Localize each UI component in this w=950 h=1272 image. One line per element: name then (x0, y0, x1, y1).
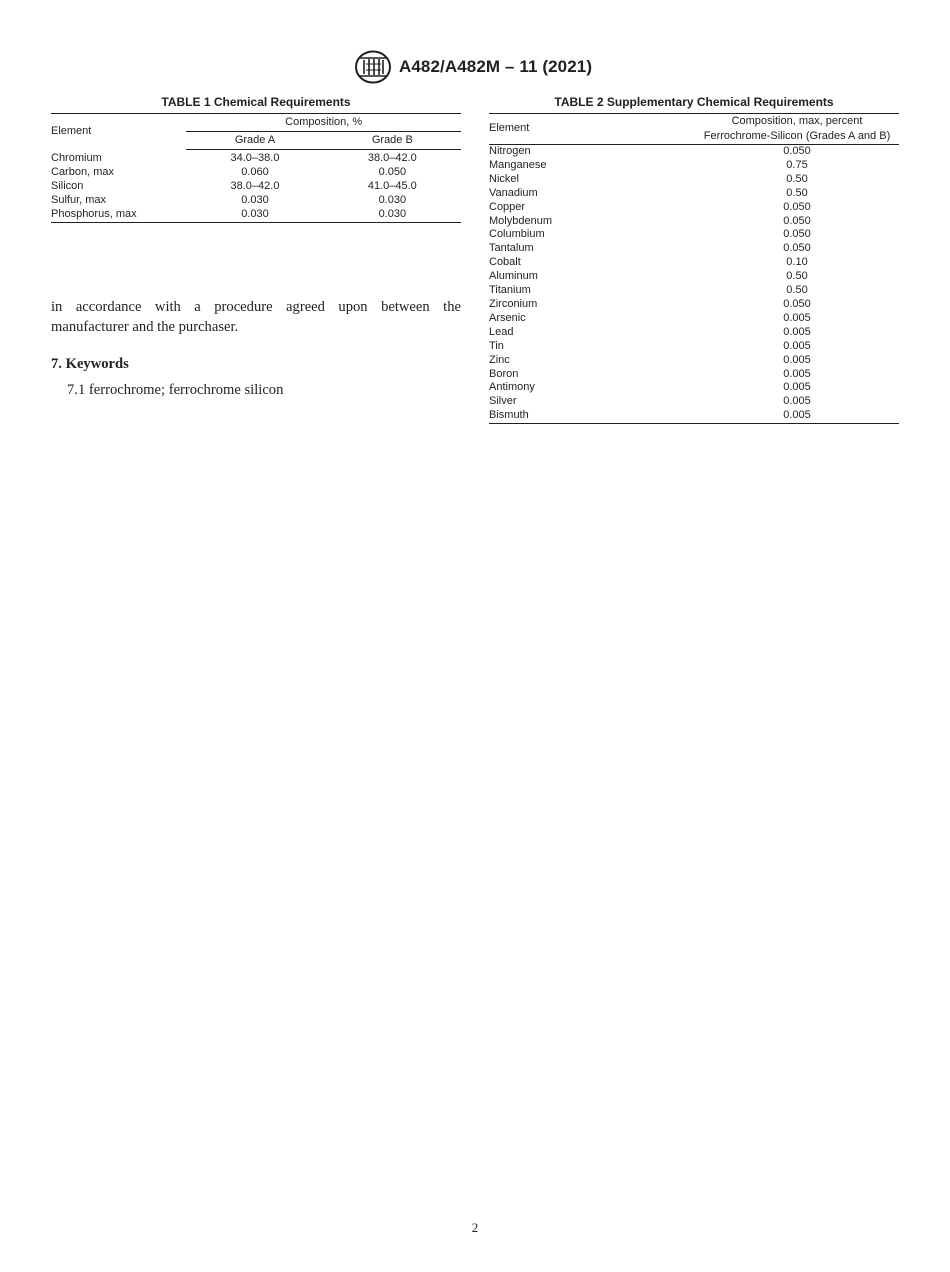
table2-cell-value: 0.050 (783, 228, 811, 241)
table2-cell-value: 0.005 (783, 339, 811, 352)
astm-logo-icon (354, 50, 392, 84)
table-row (489, 381, 899, 395)
table-row (489, 270, 899, 284)
keywords-paragraph: 7.1 ferrochrome; ferrochrome silicon (67, 382, 284, 398)
table2-cell-element: Cobalt (489, 256, 521, 269)
table-row (51, 166, 461, 180)
table1-cell-element: Sulfur, max (51, 193, 107, 206)
continuation-paragraph: in accordance with a procedure agreed upon between the manufacturer and the purchaser. (51, 299, 461, 335)
table2-cell-value: 0.050 (783, 200, 811, 213)
table2-cell-element: Lead (489, 325, 514, 338)
table-row (51, 208, 461, 222)
table2-cell-value: 0.005 (783, 353, 811, 366)
table2-cell-element: Columbium (489, 228, 545, 241)
table2-cell-value: 0.005 (783, 381, 811, 394)
table2-cell-value: 0.050 (783, 297, 811, 310)
table2-cell-value: 0.050 (783, 214, 811, 227)
table-row (489, 145, 899, 159)
table2-cell-element: Tin (489, 339, 504, 352)
table1-cell-element: Silicon (51, 179, 84, 192)
table2-supplementary-chemical-requirements (489, 113, 899, 424)
table1-cell-grade-a: 34.0–38.0 (230, 152, 280, 164)
table1-chemical-requirements (51, 113, 461, 223)
table-row (489, 201, 899, 215)
table-row (489, 228, 899, 242)
table1-cell-grade-b: 0.030 (378, 193, 407, 206)
table1-header-grade-a: Grade A (186, 132, 323, 150)
table-row (489, 340, 899, 354)
table2-cell-value: 0.005 (783, 395, 811, 408)
table1-caption: TABLE 1 Chemical Requirements (161, 95, 351, 109)
table-row (489, 298, 899, 312)
table2-cell-element: Antimony (489, 381, 535, 394)
table1-cell-grade-a: 0.030 (241, 193, 269, 206)
table2-caption: TABLE 2 Supplementary Chemical Requirements (554, 95, 834, 109)
table2-cell-value: 0.050 (783, 242, 811, 255)
table2-cell-value: 0.005 (783, 311, 811, 324)
table2-cell-value: 0.050 (783, 145, 811, 157)
table2-cell-value: 0.50 (786, 186, 808, 199)
table-row (489, 242, 899, 256)
table-row (489, 173, 899, 187)
table2-cell-value: 0.50 (786, 284, 808, 297)
table1-cell-element: Carbon, max (51, 165, 114, 178)
table2-cell-element: Titanium (489, 284, 531, 297)
table2-cell-value: 0.10 (786, 256, 808, 269)
table-row (51, 150, 461, 166)
table2-cell-element: Bismuth (489, 409, 529, 422)
table-row (489, 409, 899, 423)
table2-cell-value: 0.50 (786, 270, 808, 283)
table2-cell-value: 0.005 (783, 325, 811, 338)
table-row (489, 395, 899, 409)
table2-header-element: Element (489, 114, 695, 145)
table-row (51, 180, 461, 194)
table2-cell-element: Nickel (489, 172, 519, 185)
table1-cell-element: Chromium (51, 151, 102, 164)
table2-cell-element: Zirconium (489, 297, 538, 310)
table1-cell-grade-b: 38.0–42.0 (367, 152, 417, 164)
table2-cell-element: Manganese (489, 158, 547, 171)
table-row (489, 284, 899, 298)
table2-cell-element: Nitrogen (489, 145, 531, 157)
table-row (489, 187, 899, 201)
table2-cell-element: Aluminum (489, 270, 538, 283)
table2-cell-value: 0.50 (786, 172, 808, 185)
table2-cell-element: Boron (489, 367, 519, 380)
table-row (489, 312, 899, 326)
table-row (51, 194, 461, 208)
table-row (489, 256, 899, 270)
table2-cell-element: Vanadium (489, 186, 538, 199)
table2-header-ferrochrome-silicon: Ferrochrome-Silicon (Grades A and B) (695, 129, 899, 145)
table2-cell-value: 0.005 (783, 367, 811, 380)
table1-header-composition: Composition, % (186, 114, 461, 132)
table2-cell-element: Silver (489, 395, 517, 408)
table2-cell-element: Tantalum (489, 242, 534, 255)
section-heading-keywords: 7. Keywords (51, 356, 129, 372)
table2-cell-value: 0.75 (786, 158, 808, 171)
table-row (489, 368, 899, 382)
table-row (489, 354, 899, 368)
table1-cell-grade-a: 0.060 (241, 165, 269, 178)
table1-cell-element: Phosphorus, max (51, 207, 137, 220)
page-number: 2 (471, 1220, 479, 1235)
table2-header-composition: Composition, max, percent (731, 115, 863, 127)
table-row (489, 159, 899, 173)
table1-header-grade-b: Grade B (324, 132, 461, 150)
page-header (0, 50, 950, 86)
table1-cell-grade-b: 41.0–45.0 (367, 179, 417, 192)
table2-cell-element: Molybdenum (489, 214, 552, 227)
table2-cell-element: Copper (489, 200, 526, 213)
table1-cell-grade-a: 0.030 (241, 207, 269, 220)
table1-cell-grade-b: 0.030 (378, 207, 407, 220)
table-row (489, 215, 899, 229)
table2-cell-element: Zinc (489, 353, 510, 366)
table1-header-element: Element (51, 124, 92, 137)
table-row (489, 326, 899, 340)
table1-cell-grade-b: 0.050 (378, 165, 407, 178)
table1-cell-grade-a: 38.0–42.0 (230, 179, 280, 192)
document-designation: A482/A482M – 11 (2021) (399, 57, 593, 76)
table2-cell-value: 0.005 (783, 409, 811, 422)
table2-cell-element: Arsenic (489, 311, 526, 324)
